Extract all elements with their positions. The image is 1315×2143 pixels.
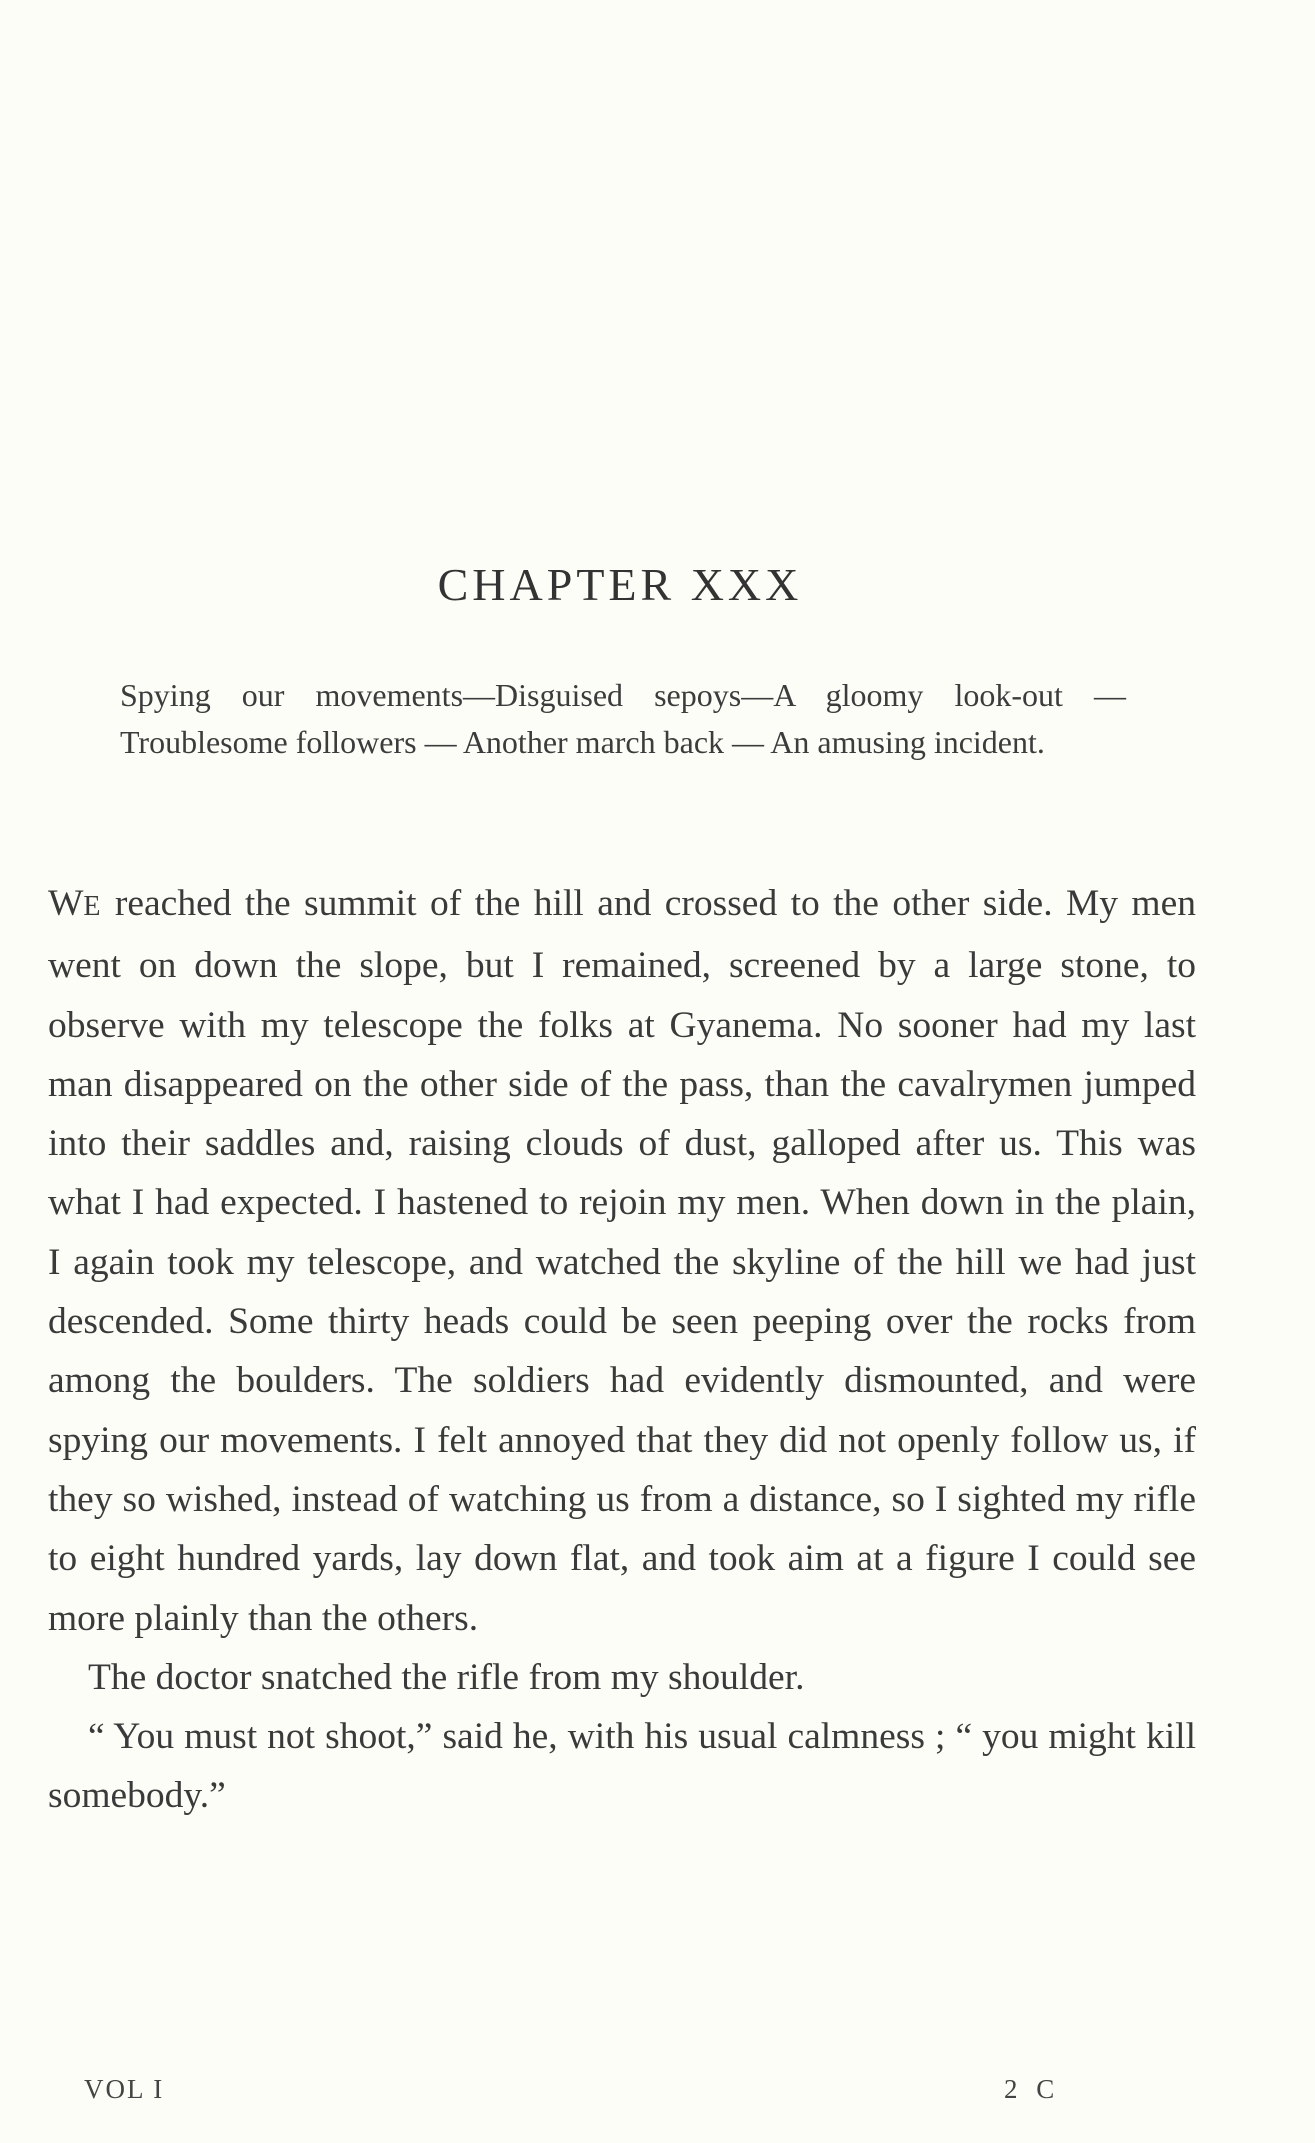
body-text (48, 874, 1196, 1826)
footer-signature: 2 C (1004, 2074, 1061, 2104)
paragraph-2: The doctor snatched the rifle from my shoulder. (88, 1656, 805, 1698)
footer-volume: VOL I (84, 2074, 165, 2104)
paragraph-1-text: reached the summit of the hill and crossed to the other side. My men went on down the slope, but I remained, screened by a large stone, to observe with my telescope the folks at Gyanema. No sooner had my last man disappeared on the other side of the pass, than the cavalrymen jumped into their saddles and, raising clouds of dust, galloped after us. This was what I had expected. I hastened to rejoin my men. When down in the plain, I again took my telescope, and watched the skyline of the hill we had just descended. Some thirty heads could be seen peeping over the rocks from among the boulders. The soldiers had evidently dismounted, and were spying our movements. I felt annoyed that they did not openly follow us, if they so wished, instead of watching us from a distance, so I sighted my rifle to eight hundred yards, lay down flat, and took aim at a figure I could see more plainly than the others. (48, 883, 1196, 1639)
chapter-title: CHAPTER XXX (437, 559, 803, 610)
paragraph-1 (48, 874, 1196, 1648)
paragraph-3: “ You must not shoot,” said he, with his usual calmness ; “ you might kill somebody.” (48, 1716, 1196, 1817)
opening-initial: W (48, 883, 84, 924)
opening-small-caps: E (83, 891, 102, 922)
chapter-summary: Spying our movements—Disguised sepoys—A gloomy look-out — Troublesome followers — Another march back — An amusing incident. (120, 677, 1126, 760)
